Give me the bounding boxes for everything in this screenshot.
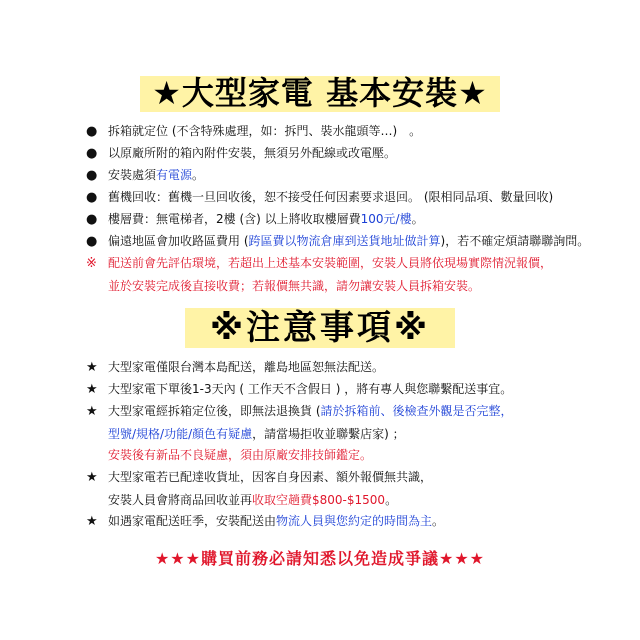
star-bullet: ★ bbox=[86, 382, 98, 397]
star-bullet: ★ bbox=[86, 514, 98, 529]
notes-text: 如遇家電配送旺季，安裝配送由 bbox=[108, 514, 277, 528]
bullet: ● bbox=[86, 234, 98, 249]
basic-text: 跨區費以物流倉庫到送貨地址做計算 bbox=[248, 234, 441, 248]
basic-item bbox=[86, 256, 589, 300]
notice-banner bbox=[185, 302, 455, 354]
basic-item bbox=[86, 234, 589, 256]
notes-continuation bbox=[86, 493, 513, 507]
footer-warning: ★★★購買前務必請知悉以免造成爭議★★★ bbox=[154, 549, 486, 568]
notice-list bbox=[86, 360, 513, 536]
basic-text: 拆箱就定位 (不含特殊處理，如：拆門、裝水龍頭等…) 。 bbox=[108, 124, 422, 138]
basic-item bbox=[86, 146, 589, 168]
notes-item bbox=[86, 360, 513, 382]
notes-text: 請於拆箱前、後檢查外觀是否完整， bbox=[320, 404, 513, 418]
basic-item bbox=[86, 190, 589, 212]
star-bullet: ★ bbox=[86, 360, 98, 375]
basic-text: )，若不確定煩請聯聯詢問。 bbox=[440, 234, 590, 248]
bullet: ● bbox=[86, 168, 98, 183]
notes-text: 。 bbox=[385, 493, 398, 507]
basic-install-banner bbox=[140, 70, 500, 116]
basic-item bbox=[86, 124, 589, 146]
notes-text: 。 bbox=[432, 514, 445, 528]
basic-text: 偏遠地區會加收路區費用 ( bbox=[108, 234, 249, 248]
basic-text: 以原廠所附的箱內附件安裝，無須另外配線或改電壓。 bbox=[108, 146, 397, 160]
bullet: ● bbox=[86, 190, 98, 205]
notes-text: 大型家電下單後1-3天內 ( 工作天不含假日 ) ，將有專人與您聯繫配送事宜。 bbox=[108, 382, 513, 396]
basic-text: 有電源 bbox=[156, 168, 193, 182]
basic-text: 。 bbox=[411, 212, 424, 226]
basic-install-list bbox=[86, 124, 589, 300]
notes-text: 大型家電經拆箱定位後，即無法退換貨 ( bbox=[108, 404, 321, 418]
bullet: ● bbox=[86, 212, 98, 227]
basic-item bbox=[86, 212, 589, 234]
notes-text: 大型家電若已配達收貨址，因客自身因素、額外報價無共識， bbox=[108, 470, 433, 484]
basic-continuation bbox=[86, 279, 589, 293]
basic-text: 。 bbox=[192, 168, 205, 182]
notes-text: 安裝人員會將商品回收並再 bbox=[108, 493, 253, 507]
basic-text: 並於安裝完成後直接收費；若報價無共識，請勿讓安裝人員拆箱安裝。 bbox=[108, 279, 481, 293]
reference-mark-bullet: ※ bbox=[86, 256, 97, 271]
basic-text: 舊機回收：舊機一旦回收後，恕不接受任何因素要求退回。 (限相同品項、數量回收) bbox=[108, 190, 554, 204]
basic-item bbox=[86, 168, 589, 190]
notes-item bbox=[86, 404, 513, 448]
notes-continuation bbox=[86, 427, 513, 441]
notes-item bbox=[86, 470, 513, 514]
bullet: ● bbox=[86, 146, 98, 161]
bullet: ● bbox=[86, 124, 98, 139]
notes-text: 型號/規格/功能/顏色有疑慮 bbox=[108, 427, 253, 441]
notes-text: 收取空趟費$800-$1500 bbox=[252, 493, 386, 507]
notes-text: 大型家電僅限台灣本島配送，離島地區恕無法配送。 bbox=[108, 360, 385, 374]
basic-text: 100元/樓 bbox=[360, 212, 412, 226]
notes-text: 安裝後有新品不良疑慮，須由原廠安排技師鑑定。 bbox=[108, 448, 373, 462]
basic-install-title: ★大型家電 基本安裝★ bbox=[152, 74, 488, 112]
basic-text: 安裝處須 bbox=[108, 168, 157, 182]
star-bullet: ★ bbox=[86, 470, 98, 485]
notes-item bbox=[86, 514, 513, 536]
notes-text: 物流人員與您約定的時間為主 bbox=[276, 514, 433, 528]
notes-item bbox=[86, 382, 513, 404]
notes-text: ，請當場拒收並聯繫店家) ； bbox=[252, 427, 405, 441]
notice-title: ※注意事項※ bbox=[209, 308, 431, 348]
notes-item bbox=[86, 448, 513, 470]
basic-text: 樓層費：無電梯者，2樓 (含) 以上將收取樓層費 bbox=[108, 212, 361, 226]
star-bullet: ★ bbox=[86, 404, 98, 419]
basic-text: 配送前會先評估環境，若超出上述基本安裝範圍，安裝人員將依現場實際情況報價， bbox=[108, 256, 553, 270]
